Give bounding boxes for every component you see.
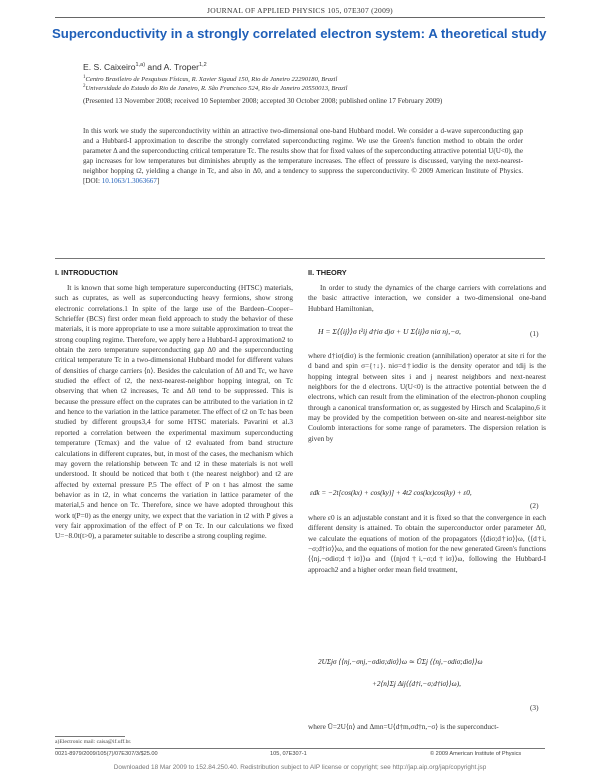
author-2: A. Troper (163, 62, 200, 72)
theory-paragraph-2: where d†iσ(diσ) is the fermionic creation (annihilation) operator at site ri for the d band and spin σ={↑↓}. niσ=d†iσdiσ is the density operator and tdij is the hopping integral between sites i and j nearest neighbors and next-nearest neighbors for the d electrons. U(U<0) is the attractive potential between the d electrons, which can result from the elimination of the electron-phonon coupling through a canonical transformation or, as suggested by Hirsch and Scalapino,6 it may be provided by the competition between on-site and nearest-neighbor site Coulomb interactions for some range of parameters. The dispersion relation is given by (308, 351, 546, 443)
equation-1-number: (1) (530, 329, 539, 338)
theory-paragraph-4: where Ū=2U⟨n⟩ and Δmn=U⟨d†m,σd†n,−σ⟩ is the superconduct- (308, 722, 499, 731)
footer-issn: 0021-8979/2009/105(7)/07E307/3/$25.00 (55, 751, 158, 757)
affiliation-1-sup: 1 (83, 75, 86, 80)
section-heading-theory: II. THEORY (308, 268, 347, 277)
affiliation-2 (83, 84, 347, 92)
theory-paragraph-1: In order to study the dynamics of the charge carriers with correlations and the basic attractive interaction, we consider a two-dimensional one-band Hubbard Hamiltonian, (308, 283, 546, 313)
affiliation-2-text: Universidade do Estado do Rio de Janeiro, R. São Francisco 524, Rio de Janeiro 20550013, Brazil (85, 85, 348, 93)
affiliation-1-text: Centro Brasileiro de Pesquisas Físicas, R. Xavier Sigaud 150, Rio de Janeiro 22290180, Brazil (85, 76, 338, 84)
abstract-rule (55, 258, 545, 259)
right-column-cont-1 (308, 351, 546, 444)
footnote-rule (55, 736, 125, 737)
author-2-affil: 1,2 (199, 62, 207, 69)
right-column (308, 283, 546, 314)
equation-3-line-2: +2⟨n⟩Σj Δij⟨⟨d†i,−σ;d†iσ⟩⟩ω), (372, 680, 461, 688)
right-column-cont-2 (308, 513, 546, 575)
header-rule (55, 17, 545, 18)
journal-header: JOURNAL OF APPLIED PHYSICS 105, 07E307 (2009) (207, 6, 393, 15)
footer-copyright: © 2009 American Institute of Physics (430, 751, 522, 757)
equation-3-number: (3) (530, 703, 539, 712)
author-list (83, 62, 207, 72)
doi-label: [DOI: (83, 177, 102, 186)
publication-dates: (Presented 13 November 2008; received 10 September 2008; accepted 30 October 2008; published online 17 February 2009) (83, 97, 443, 105)
footer-rule (55, 748, 545, 749)
theory-paragraph-3: where ε0 is an adjustable constant and it is fixed so that the convergence in each different density is attained. To obtain the superconductor order parameter Δ0, we calculate the equations of motion of the propagators ⟨⟨diσ;d†iσ⟩⟩ω, ⟨⟨d†i,−σ;d†iσ⟩⟩ω, and the equations of motion for the new generated Green's functions ⟨⟨nj,−σdiσ;d†iσ⟩⟩ω and ⟨⟨njσd†i,−σ;d†iσ⟩⟩ω, following the Hubbard-I approach2 and a higher order mean field treatment, (308, 513, 546, 574)
footnote: a)Electronic mail: caisa@if.uff.br. (55, 739, 132, 745)
footer-page: 105, 07E307-1 (270, 751, 307, 757)
section-heading-intro: I. INTRODUCTION (55, 268, 118, 277)
author-1: E. S. Caixeiro (83, 62, 136, 72)
equation-3-line-1: 2UΣjσ ⟨⟨nj,−σnj,−σdiσ;diσ⟩⟩ω ≃ ŪΣj ⟨⟨nj,−σdiσ;diσ⟩⟩ω (318, 658, 483, 666)
author-conjunction: and (145, 62, 164, 72)
right-column-cont-3 (308, 722, 546, 732)
doi-end: ] (156, 177, 160, 186)
equation-1: H = Σ⟨⟨ij⟩⟩σ t²ij d†iσ djσ + U Σ⟨ij⟩σ niσ nj,−σ, (318, 327, 461, 336)
left-column (55, 283, 293, 542)
affiliation-2-sup: 2 (83, 84, 86, 89)
author-1-affil: 1,a) (135, 62, 146, 69)
affiliation-1 (83, 75, 337, 83)
equation-2: εdk = −2t[cos(kx) + cos(ky)] + 4t2 cos(kx)cos(ky) + ε0, (310, 489, 472, 497)
abstract-text: In this work we study the superconductivity within an attractive two-dimensional one-band Hubbard model. We consider a d-wave superconducting gap and a Hubbard-I approximation to describe the strongly correlated superconducting regime. We use the Green's function method to obtain the order parameter Δ and the superconducting critical temperature Tc. The results show that for fixed values of the superconducting attractive potential U(U<0), the gap increases for low temperatures but diminishes abruptly as the temperature increases. The effect of pressure is discussed, varying the next-nearest-neighbor hopping t2, yielding a change in Tc, and also in Δ0, and a tendency to suppress the superconductivity. © 2009 American Institute of Physics. (83, 127, 523, 176)
equation-2-number: (2) (530, 501, 539, 510)
paper-title: Superconductivity in a strongly correlated electron system: A theoretical study (52, 26, 547, 41)
download-notice: Downloaded 18 Mar 2009 to 152.84.250.40. Redistribution subject to AIP license or copyright; see http://jap.aip.org/jap/copyright.jsp (113, 764, 487, 771)
abstract (83, 126, 523, 187)
intro-paragraph: It is known that some high temperature superconducting (HTSC) materials, such as cuprates, as well as superconducting heavy fermions, show strong electronic correlations.1 In spite of the large use of the Bardeen–Cooper–Schrieffer (BCS) first order mean field approach to study the behavior of these materials, it is more appropriate to use a more suitable approximation to treat the strong coupling regime. Therefore, we apply here a Hubbard-I approximation2 to obtain the zero temperature superconducting gap Δ0 and the superconducting critical temperature Tc in a two-dimensional Hubbard model for different values of densities of charge carriers ⟨n⟩. Besides the calculation of Δ0 and Tc, we have studied the effect of t2, the next-nearest-neighbor hopping integral, on Tc observing that when t2 increases, Tc and Δ0 tend to be suppressed. This is because the pressure effect on the cuprates can be attributed to the variation in t2 and hence to the variation in the lattice parameter. The effect of t2 on Tc has been studied by different groups3,4 for some HTSC materials. Pavarini et al.3 reported a correlation between the experimental maximum superconducting temperature (Tcmax) and the value of t2 evaluated from band structure calculations in different cuprates, but, in most of the cases, the mechanism which may govern the relationship between Tc and t2 in these materials is not well understood. It should be noticed that both t (the nearest neighbor) and t2 are affected by external pressure P.5 The effect of P on t has almost the same behavior as in t2, in what concerns the variation in lattice parameter of the material,5 and hence on Tc. Therefore, since we have adopted throughout this work t(P=0) as the energy unity, we expect that the variation in t2 with P gives a very fair approximation of the effect of P on Tc. In our calculations we fixed U=−8.0t(t>0), a parameter suitable to describe a strong coupling regime. (55, 283, 293, 541)
doi-link[interactable]: 10.1063/1.3063667 (101, 177, 157, 186)
